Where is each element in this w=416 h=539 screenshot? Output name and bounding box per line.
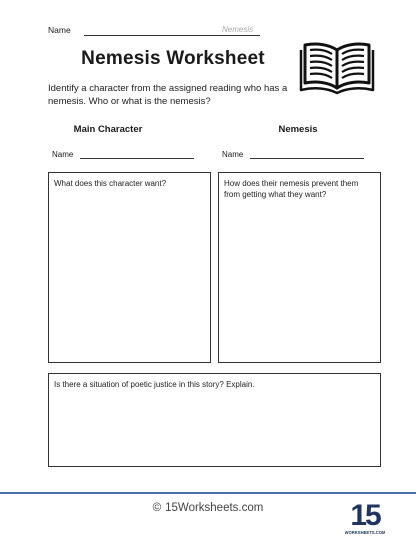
logo-subtext: WORKSHEETS.COM [345,530,385,535]
nemesis-name-row [222,150,367,162]
copyright-symbol: © [152,502,162,514]
poetic-justice-box[interactable] [48,373,381,467]
logo-number: 15 [350,499,380,532]
nemesis-heading: Nemesis [278,124,318,135]
student-name-label: Name [48,25,71,35]
nemesis-prevention-box[interactable] [218,172,381,363]
worksheet-title: Nemesis Worksheet [81,48,265,69]
nemesis-name-label: Name [222,150,244,159]
main-character-name-line[interactable] [80,158,194,159]
character-want-prompt: What does this character want? [54,179,167,188]
topic-label: Nemesis [222,25,254,34]
poetic-justice-prompt: Is there a situation of poetic justice in this story? Explain. [54,380,255,389]
instructions-text: Identify a character from the assigned reading who has a nemesis. Who or what is the nemesis? [48,83,288,107]
footer-site-link[interactable]: 15Worksheets.com [165,502,264,514]
15worksheets-logo [345,496,385,536]
main-character-heading: Main Character [73,124,143,135]
student-name-line[interactable] [84,35,260,36]
main-character-name-row [52,150,197,162]
nemesis-name-line[interactable] [250,158,364,159]
nemesis-prevention-prompt: How does their nemesis prevent them from getting what they want? [224,179,359,199]
footer-divider [0,492,416,494]
main-character-name-label: Name [52,150,74,159]
open-book-icon [298,38,376,96]
character-want-box[interactable] [48,172,211,363]
